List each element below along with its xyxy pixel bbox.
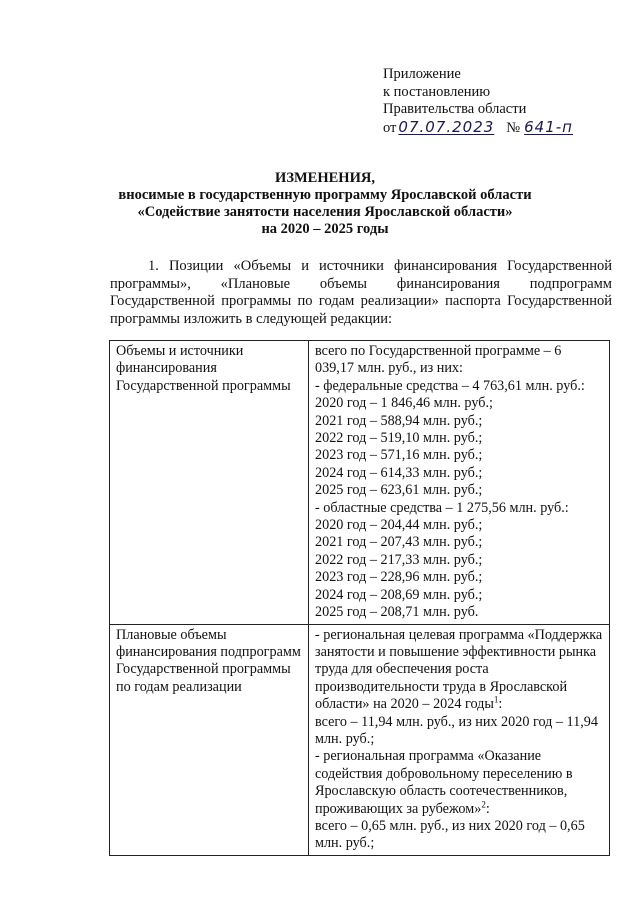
list-item: 2024 год – 614,33 млн. руб.; (315, 464, 483, 481)
list-item: 2022 год – 519,10 млн. руб.; (315, 430, 483, 447)
title-heading: ИЗМЕНЕНИЯ, (275, 170, 375, 186)
list-item: 2023 год – 228,96 млн. руб.; (315, 569, 483, 586)
list-item: 2022 год – 217,33 млн. руб.; (315, 551, 483, 568)
appendix-date-number-line (383, 119, 575, 138)
passport-table (109, 340, 610, 856)
row-1-content (309, 341, 610, 625)
handwritten-number: 641-п (524, 117, 573, 136)
program-1-colon: : (498, 696, 503, 713)
list-item: - областные средства – 1 275,56 млн. руб.: (315, 499, 569, 516)
list-item: 2021 год – 207,43 млн. руб.; (315, 534, 483, 551)
list-item: всего – 0,65 млн. руб., из них 2020 год – 0,65 млн. руб.; (315, 817, 585, 852)
title-line-4: на 2020 – 2025 годы (261, 221, 389, 237)
appendix-line-2: к постановлению (383, 83, 491, 100)
from-prefix: от (383, 119, 397, 136)
list-item: 2020 год – 1 846,46 млн. руб.; (315, 395, 493, 412)
number-sign: № (506, 119, 521, 136)
table-row (110, 624, 610, 855)
program-2-text: - региональная программа «Оказание содействия добровольному переселению в Ярославскую область соотечественников, проживающих за рубежом» (315, 748, 573, 817)
appendix-block (383, 66, 575, 137)
title-line-2: вносимые в государственную программу Ярославской области (118, 187, 532, 203)
appendix-line-1: Приложение (383, 66, 461, 82)
program-2-colon: : (485, 800, 490, 817)
table-row (110, 341, 610, 625)
appendix-line-3: Правительства области (383, 101, 527, 117)
list-item: 2023 год – 571,16 млн. руб.; (315, 447, 483, 464)
list-item: - федеральные средства – 4 763,61 млн. руб.: (315, 377, 585, 394)
list-item: 2025 год – 623,61 млн. руб.; (315, 482, 483, 499)
list-item (315, 627, 603, 714)
list-item (315, 748, 603, 818)
title-line-3: «Содействие занятости населения Ярославской области» (137, 204, 513, 220)
row-2-content (309, 624, 610, 855)
list-item: 2025 год – 208,71 млн. руб. (315, 604, 479, 621)
footnote-marker-1: 1 (493, 694, 499, 705)
handwritten-date: 07.07.2023 (398, 117, 495, 136)
footnote-marker-2: 2 (481, 798, 486, 809)
row-1-label: Объемы и источники финансирования Государственной программы (110, 341, 309, 625)
paragraph-1: 1. Позиции «Объемы и источники финансирования Государственной программы», «Плановые объемы финансирования подпрограмм Государственной программы по годам реализации» паспорта Государственной программы изложить в следующей редакции: (110, 258, 612, 327)
list-item: 2020 год – 204,44 млн. руб.; (315, 517, 483, 534)
document-title (90, 170, 560, 238)
program-1-text: - региональная целевая программа «Поддержка занятости и повышение эффективности рынка труда для обеспечения роста производительности труда в Ярославской области» на 2020 – 2024 годы (315, 626, 603, 713)
list-item: всего – 11,94 млн. руб., из них 2020 год – 11,94 млн. руб.; (315, 713, 598, 747)
row-2-label: Плановые объемы финансирования подпрограмм Государственной программы по годам реализации (110, 624, 309, 855)
list-item: 2024 год – 208,69 млн. руб.; (315, 586, 483, 603)
list-item: всего по Государственной программе – 6 039,17 млн. руб., из них: (315, 343, 562, 377)
list-item: 2021 год – 588,94 млн. руб.; (315, 412, 483, 429)
